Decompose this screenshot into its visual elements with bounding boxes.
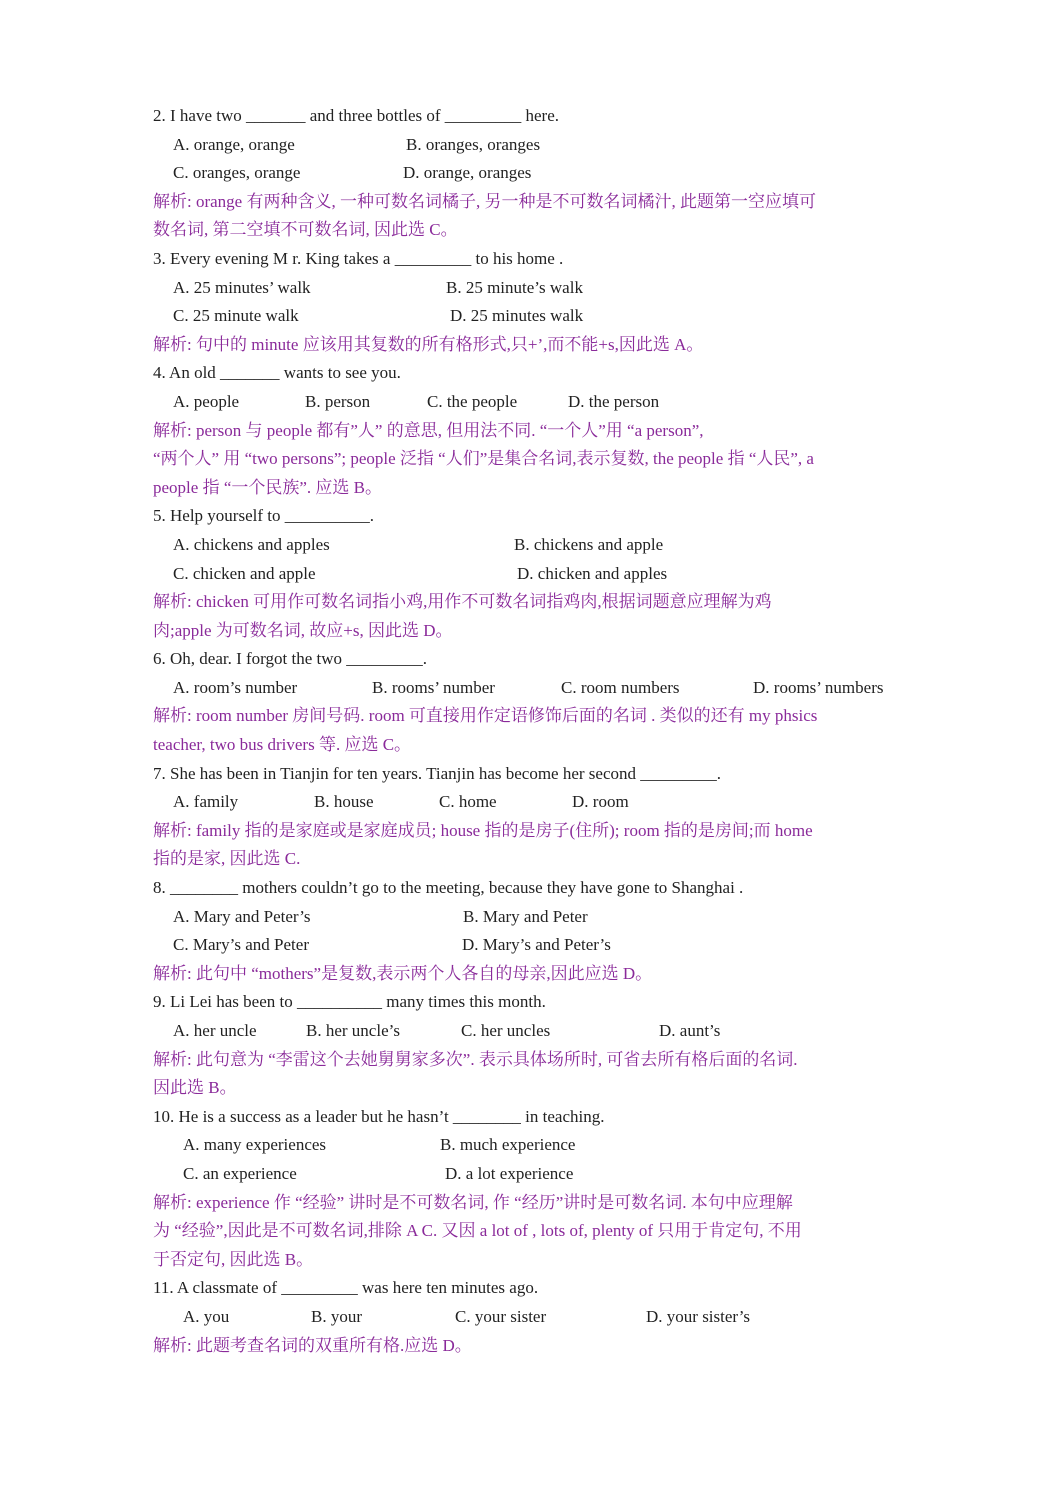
option-row <box>153 131 943 160</box>
answer-option: D. your sister’s <box>646 1306 751 1326</box>
option-row <box>153 531 943 560</box>
option-row <box>153 931 943 960</box>
question-stem: 3. Every evening M r. King takes a _________ to his home . <box>153 248 564 268</box>
option-row <box>153 274 943 303</box>
analysis-line: 解析: 此题考查名词的双重所有格.应选 D。 <box>153 1335 472 1355</box>
analysis-line: “两个人” 用 “two persons”; people 泛指 “人们”是集合名词,表示复数, the people 指 “人民”, a <box>153 449 814 469</box>
option-row <box>153 302 943 331</box>
analysis-line: 解析: 句中的 minute 应该用其复数的所有格形式,只+’,而不能+s,因此选 A。 <box>153 334 704 354</box>
answer-option: B. chickens and apple <box>514 534 664 554</box>
answer-analysis <box>153 702 943 759</box>
answer-option: B. 25 minute’s walk <box>446 277 583 297</box>
answer-option: B. person <box>305 391 371 411</box>
answer-option: B. rooms’ number <box>372 677 495 697</box>
answer-option: A. you <box>183 1306 230 1326</box>
question-stem: 5. Help yourself to __________. <box>153 506 374 526</box>
option-row <box>153 674 943 703</box>
question-stem: 4. An old _______ wants to see you. <box>153 363 401 383</box>
option-row <box>153 1131 943 1160</box>
answer-option: C. 25 minute walk <box>173 306 299 326</box>
analysis-line: 解析: experience 作 “经验” 讲时是不可数名词, 作 “经历”讲时是可数名词. 本句中应理解 <box>153 1192 793 1212</box>
answer-option: A. her uncle <box>173 1021 257 1040</box>
option-row <box>153 1017 943 1046</box>
answer-analysis <box>153 588 943 645</box>
answer-analysis <box>153 188 943 245</box>
answer-option: D. orange, oranges <box>403 163 532 183</box>
question-block <box>153 502 943 645</box>
answer-option: C. her uncles <box>461 1021 551 1040</box>
analysis-line: teacher, two bus drivers 等. 应选 C。 <box>153 735 412 755</box>
option-row <box>153 388 943 417</box>
question-stem: 2. I have two _______ and three bottles of _________ here. <box>153 106 560 125</box>
option-row <box>153 560 943 589</box>
answer-option: C. oranges, orange <box>173 163 301 183</box>
question-block <box>153 1274 943 1360</box>
answer-option: A. chickens and apples <box>173 534 330 554</box>
answer-option: B. much experience <box>440 1135 576 1155</box>
analysis-line: 解析: chicken 可用作可数名词指小鸡,用作不可数名词指鸡肉,根据词题意应理解为鸡 <box>153 592 772 612</box>
question-block <box>153 245 943 359</box>
question-stem: 10. He is a success as a leader but he hasn’t ________ in teaching. <box>153 1106 605 1126</box>
question-stem: 6. Oh, dear. I forgot the two _________. <box>153 649 428 669</box>
answer-option: C. Mary’s and Peter <box>173 935 309 955</box>
analysis-line: people 指 “一个民族”. 应选 B。 <box>153 477 382 497</box>
answer-option: D. room <box>572 792 629 812</box>
answer-analysis <box>153 960 943 989</box>
question-stem: 9. Li Lei has been to __________ many times this month. <box>153 992 546 1012</box>
question-stem: 8. ________ mothers couldn’t go to the meeting, because they have gone to Shanghai . <box>153 878 744 898</box>
analysis-line: 解析: person 与 people 都有”人” 的意思, 但用法不同. “一个人”用 “a person”, <box>153 420 704 440</box>
analysis-line: 为 “经验”,因此是不可数名词,排除 A C. 又因 a lot of , lots of, plenty of 只用于肯定句, 不用 <box>153 1221 802 1241</box>
option-row <box>153 1303 943 1332</box>
analysis-line: 解析: orange 有两种含义, 一种可数名词橘子, 另一种是不可数名词橘汁, 此题第一空应填可 <box>153 191 816 211</box>
answer-option: C. your sister <box>455 1306 547 1326</box>
question-block <box>153 359 943 502</box>
answer-option: B. Mary and Peter <box>463 906 588 926</box>
answer-option: B. her uncle’s <box>306 1021 400 1040</box>
answer-option: D. rooms’ numbers <box>753 677 884 697</box>
answer-option: A. 25 minutes’ walk <box>173 277 311 297</box>
analysis-line: 因此选 B。 <box>153 1078 237 1098</box>
answer-option: A. many experiences <box>183 1135 327 1155</box>
option-row <box>153 1160 943 1189</box>
analysis-line: 指的是家, 因此选 C. <box>153 849 301 869</box>
question-block <box>153 874 943 988</box>
question-list <box>153 102 943 1360</box>
answer-option: C. the people <box>427 391 518 411</box>
answer-option: D. 25 minutes walk <box>450 306 584 326</box>
analysis-line: 解析: family 指的是家庭或是家庭成员; house 指的是房子(住所); room 指的是房间;而 home <box>153 820 813 840</box>
analysis-line: 解析: 此句中 “mothers”是复数,表示两个人各自的母亲,因此应选 D。 <box>153 963 653 983</box>
analysis-line: 数名词, 第二空填不可数名词, 因此选 C。 <box>153 220 458 240</box>
answer-option: A. room’s number <box>173 677 298 697</box>
answer-option: D. a lot experience <box>445 1163 574 1183</box>
answer-analysis <box>153 1332 943 1361</box>
answer-option: D. Mary’s and Peter’s <box>462 935 611 955</box>
question-block <box>153 102 943 245</box>
question-block <box>153 760 943 874</box>
answer-analysis <box>153 417 943 503</box>
question-block <box>153 1103 943 1275</box>
answer-option: A. Mary and Peter’s <box>173 906 311 926</box>
answer-option: D. the person <box>568 391 660 411</box>
answer-option: D. chicken and apples <box>517 563 668 583</box>
answer-option: C. room numbers <box>561 677 680 697</box>
question-stem: 11. A classmate of _________ was here ten minutes ago. <box>153 1278 539 1298</box>
answer-option: B. your <box>311 1306 362 1326</box>
answer-analysis <box>153 1046 943 1103</box>
question-block <box>153 988 943 1102</box>
option-row <box>153 159 943 188</box>
question-block <box>153 645 943 759</box>
answer-option: A. family <box>173 792 239 812</box>
answer-analysis <box>153 817 943 874</box>
question-stem: 7. She has been in Tianjin for ten years. Tianjin has become her second _________. <box>153 763 722 783</box>
analysis-line: 于否定句, 因此选 B。 <box>153 1249 314 1269</box>
option-row <box>153 903 943 932</box>
answer-option: B. house <box>314 792 374 812</box>
answer-option: D. aunt’s <box>659 1021 721 1040</box>
answer-option: B. oranges, oranges <box>406 134 541 154</box>
answer-option: C. chicken and apple <box>173 563 316 583</box>
answer-option: C. home <box>439 792 497 812</box>
answer-option: A. orange, orange <box>173 134 295 154</box>
analysis-line: 解析: 此句意为 “李雷这个去她舅舅家多次”. 表示具体场所时, 可省去所有格后面的名词. <box>153 1049 798 1069</box>
option-row <box>153 788 943 817</box>
answer-analysis <box>153 331 943 360</box>
answer-analysis <box>153 1189 943 1275</box>
answer-option: A. people <box>173 391 240 411</box>
answer-option: C. an experience <box>183 1163 297 1183</box>
analysis-line: 解析: room number 房间号码. room 可直接用作定语修饰后面的名词 . 类似的还有 my phsics <box>153 706 818 726</box>
analysis-line: 肉;apple 为可数名词, 故应+s, 因此选 D。 <box>153 620 453 640</box>
